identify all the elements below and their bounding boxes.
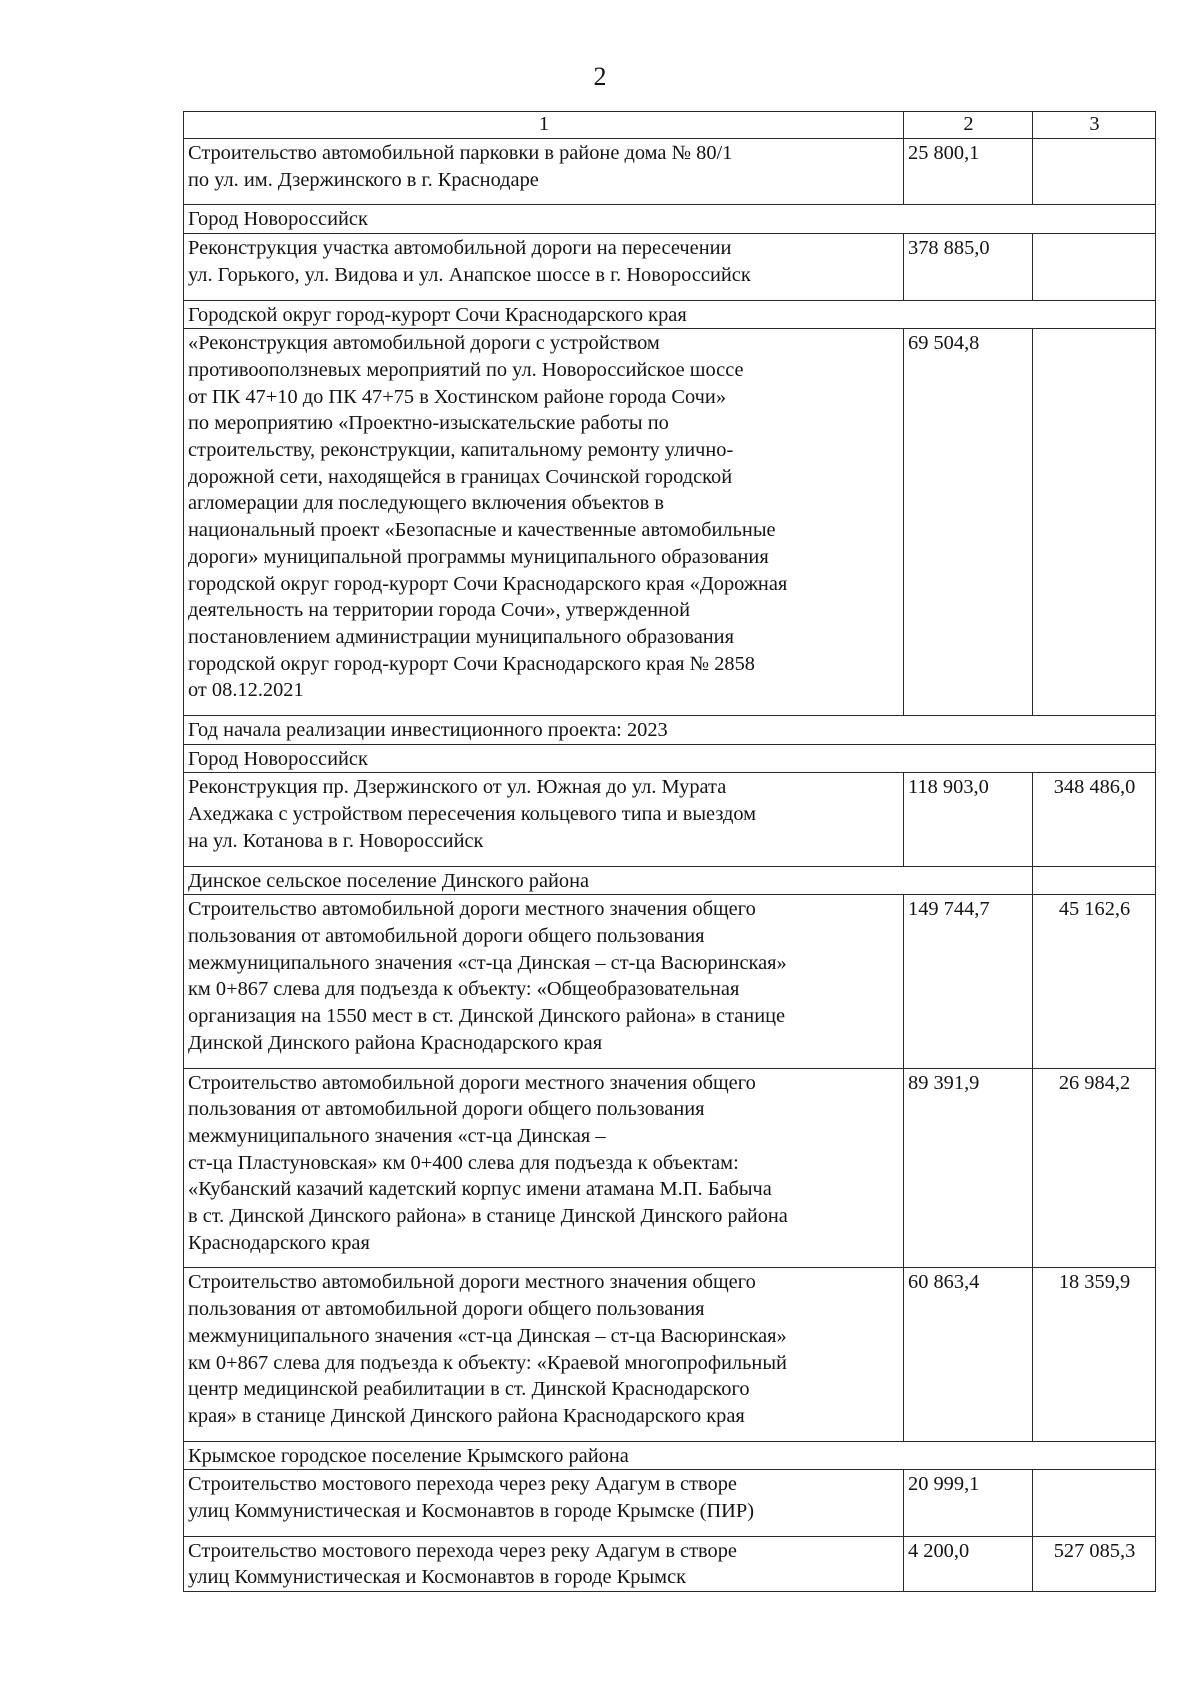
- amount-col3-cell: 45 162,6: [1033, 895, 1156, 1068]
- description-line: организация на 1550 мест в ст. Динской Динского района» в станице: [188, 1005, 786, 1028]
- investment-projects-table: [183, 111, 1156, 1592]
- description-line: Год начала реализации инвестиционного проекта: 2023: [188, 719, 668, 742]
- amount-col2-cell: 378 885,0: [904, 234, 1033, 300]
- section-header-row: [184, 300, 1156, 329]
- description-line: Реконструкция пр. Дзержинского от ул. Южная до ул. Мурата: [188, 776, 727, 799]
- description-line: Динской Динского района Краснодарского края: [188, 1031, 603, 1054]
- description-line: дорожной сети, находящейся в границах Сочинской городской: [188, 465, 733, 488]
- description-line: пользования от автомобильной дороги общего пользования: [188, 1098, 705, 1121]
- description-line: от 08.12.2021: [188, 679, 304, 702]
- amount-col2-cell: 69 504,8: [904, 329, 1033, 716]
- description-line: «Кубанский казачий кадетский корпус имени атамана М.П. Бабыча: [188, 1178, 772, 1201]
- description-line: Строительство мостового перехода через реку Адагум в створе: [188, 1473, 737, 1496]
- description-line: улиц Коммунистическая и Космонавтов в городе Крымск: [188, 1566, 687, 1589]
- amount-col3-cell: 348 486,0: [1033, 773, 1156, 866]
- description-line: Ахеджака с устройством пересечения кольцевого типа и выездом: [188, 803, 757, 826]
- project-row: [184, 895, 1156, 1068]
- description-line: ст-ца Пластуновская» км 0+400 слева для подъезда к объектам:: [188, 1151, 739, 1174]
- description-line: улиц Коммунистическая и Космонавтов в городе Крымске (ПИР): [188, 1500, 755, 1523]
- section-header-row: [184, 866, 1156, 895]
- description-line: ул. Горького, ул. Видова и ул. Анапское шоссе в г. Новороссийск: [188, 263, 751, 286]
- description-line: по ул. им. Дзержинского в г. Краснодаре: [188, 168, 539, 191]
- description-line: строительству, реконструкции, капитальному ремонту улично-: [188, 439, 734, 462]
- project-row: [184, 1470, 1156, 1536]
- description-line: национальный проект «Безопасные и качественные автомобильные: [188, 519, 776, 542]
- description-cell: [184, 1068, 904, 1268]
- description-line: Реконструкция участка автомобильной дороги на пересечении: [188, 237, 732, 260]
- section-header-row: [184, 716, 1156, 745]
- description-line: дороги» муниципальной программы муниципального образования: [188, 545, 769, 568]
- project-row: [184, 139, 1156, 205]
- description-line: Строительство мостового перехода через реку Адагум в створе: [188, 1539, 737, 1562]
- description-cell: [184, 234, 904, 300]
- description-line: км 0+867 слева для подъезда к объекту: «Общеобразовательная: [188, 978, 740, 1001]
- description-line: городской округ город-курорт Сочи Краснодарского края № 2858: [188, 652, 755, 675]
- description-line: деятельность на территории города Сочи», утвержденной: [188, 599, 690, 622]
- description-cell: [184, 866, 1033, 895]
- description-line: Динское сельское поселение Динского района: [188, 869, 590, 892]
- amount-col2-cell: 4 200,0: [904, 1536, 1033, 1591]
- amount-col2-cell: 118 903,0: [904, 773, 1033, 866]
- description-line: Город Новороссийск: [188, 747, 368, 770]
- description-cell: [184, 744, 1156, 773]
- description-line: агломерации для последующего включения объектов в: [188, 492, 665, 515]
- empty-cell: [1033, 866, 1156, 895]
- description-cell: [184, 1441, 1156, 1470]
- project-row: [184, 329, 1156, 716]
- amount-col2-cell: 60 863,4: [904, 1268, 1033, 1441]
- amount-col2-cell: 25 800,1: [904, 139, 1033, 205]
- description-line: межмуниципального значения «ст-ца Динская –: [188, 1124, 606, 1147]
- amount-col3-cell: 26 984,2: [1033, 1068, 1156, 1268]
- amount-col3-cell: [1033, 234, 1156, 300]
- project-row: [184, 1268, 1156, 1441]
- description-line: от ПК 47+10 до ПК 47+75 в Хостинском районе города Сочи»: [188, 385, 727, 408]
- table-body: [184, 112, 1156, 1592]
- project-row: [184, 234, 1156, 300]
- description-line: «Реконструкция автомобильной дороги с устройством: [188, 332, 660, 355]
- header-cell-3: 3: [1033, 112, 1156, 139]
- description-line: пользования от автомобильной дороги общего пользования: [188, 924, 705, 947]
- section-header-row: [184, 205, 1156, 234]
- amount-col3-cell: [1033, 139, 1156, 205]
- description-line: центр медицинской реабилитации в ст. Динской Краснодарского: [188, 1378, 750, 1401]
- description-line: Строительство автомобильной парковки в районе дома № 80/1: [188, 142, 733, 164]
- description-line: противооползневых мероприятий по ул. Новороссийское шоссе: [188, 358, 744, 381]
- description-cell: [184, 1536, 904, 1591]
- description-cell: [184, 1268, 904, 1441]
- description-line: пользования от автомобильной дороги общего пользования: [188, 1298, 705, 1321]
- project-row: [184, 1068, 1156, 1268]
- description-line: межмуниципального значения «ст-ца Динская – ст-ца Васюринская»: [188, 1324, 787, 1347]
- header-cell-2: 2: [904, 112, 1033, 139]
- description-line: в ст. Динской Динского района» в станице Динской Динского района: [188, 1205, 788, 1228]
- description-line: межмуниципального значения «ст-ца Динская – ст-ца Васюринская»: [188, 951, 787, 974]
- description-cell: [184, 716, 1156, 745]
- table-header-row: [184, 112, 1156, 139]
- section-header-row: [184, 744, 1156, 773]
- description-line: постановлением администрации муниципального образования: [188, 625, 734, 648]
- amount-col3-cell: 18 359,9: [1033, 1268, 1156, 1441]
- description-line: Городской округ город-курорт Сочи Краснодарского края: [188, 303, 687, 326]
- amount-col2-cell: 89 391,9: [904, 1068, 1033, 1268]
- description-line: Краснодарского края: [188, 1231, 370, 1254]
- amount-col2-cell: 149 744,7: [904, 895, 1033, 1068]
- project-row: [184, 773, 1156, 866]
- amount-col2-cell: 20 999,1: [904, 1470, 1033, 1536]
- description-cell: [184, 329, 904, 716]
- description-line: городской округ город-курорт Сочи Краснодарского края «Дорожная: [188, 572, 788, 595]
- description-cell: [184, 300, 1156, 329]
- description-line: Строительство автомобильной дороги местного значения общего: [188, 1071, 756, 1094]
- description-line: Крымское городское поселение Крымского района: [188, 1444, 629, 1467]
- description-cell: [184, 1470, 904, 1536]
- description-line: км 0+867 слева для подъезда к объекту: «Краевой многопрофильный: [188, 1351, 787, 1374]
- description-line: Строительство автомобильной дороги местного значения общего: [188, 898, 756, 921]
- amount-col3-cell: 527 085,3: [1033, 1536, 1156, 1591]
- page-number: 2: [593, 62, 607, 91]
- amount-col3-cell: [1033, 1470, 1156, 1536]
- description-cell: [184, 139, 904, 205]
- project-row: [184, 1536, 1156, 1591]
- amount-col3-cell: [1033, 329, 1156, 716]
- header-cell-1: 1: [184, 112, 904, 139]
- description-line: на ул. Котанова в г. Новороссийск: [188, 829, 484, 852]
- description-line: края» в станице Динской Динского района Краснодарского края: [188, 1404, 745, 1427]
- description-cell: [184, 895, 904, 1068]
- description-cell: [184, 205, 1156, 234]
- description-line: по мероприятию «Проектно-изыскательские работы по: [188, 412, 669, 435]
- description-line: Город Новороссийск: [188, 208, 368, 231]
- description-line: Строительство автомобильной дороги местного значения общего: [188, 1271, 756, 1294]
- description-cell: [184, 773, 904, 866]
- section-header-row: [184, 1441, 1156, 1470]
